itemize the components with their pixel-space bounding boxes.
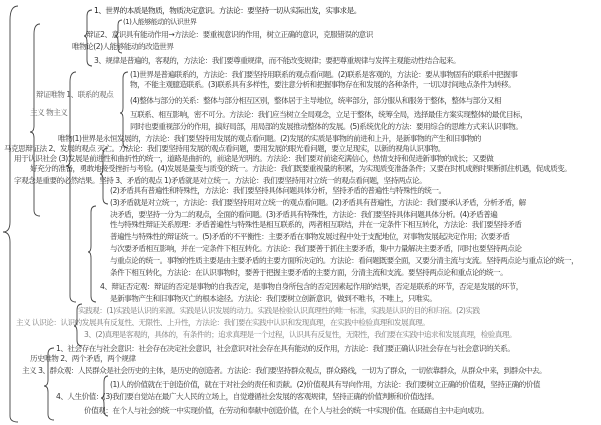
dialectical-brace	[30, 24, 40, 216]
text-line: 辩证2、意识具有能动作用→方法论：要重视意识的作用，树立正确的意识，克服错误的意识	[86, 30, 373, 39]
text-line: 普遍性与特殊性的辩证统一。(5)矛盾的不平衡性：主要矛盾在事物发展过程中处于支配地位，对事物发展起决定作用；次要矛盾	[110, 232, 510, 241]
text-line: 唯物(1)世界是永恒发展的，方法论：我们要坚持用发展的观点看问题。(2)发展的实质是事物的前进和上升，是新事物的产生和旧事物的	[58, 134, 481, 143]
text-line: (4)整体与部分的关系：整体与部分相互区别，整体居于主导地位，统率部分，部分服从和服务于整体，整体与部分又相	[130, 96, 502, 105]
text-line: (1)人能够能动的认识世界	[123, 18, 197, 26]
text-line: 互联系、相互影响，密不可分。方法论：我们应当树立全局观念，立足于整体，统筹全局，选择最佳方案实现整体的最优目标，	[130, 110, 528, 119]
contradiction-brace	[88, 206, 96, 302]
text-line: 性与特殊性辩证关系原理：矛盾普遍性与特殊性是相互联系的，两者相互联结，并在一定条件下相互转化，方法论：我们要坚持矛盾	[110, 220, 522, 229]
text-line: 物，不能主观臆造联系。(3)联系具有多样性，要注意分析和把握事物存在和发展的各种条件，一切以时间地点条件为转移。	[130, 80, 516, 89]
text-line: 历史唯物 2、两个矛盾，两个规律	[30, 354, 136, 363]
text-line: (1)世界是普遍联系的，方法论：我们要坚持用联系的观点看问题。(2)联系是客观的，方法论：要从事物固有的联系中把握事	[130, 70, 518, 79]
text-line: 马克思辩证法 2、发展的观点 灭亡。方法论：我们要坚持用发展的观点看问题，要用发展的眼光看问题，要立足现实，以新的视角认识事物。	[4, 144, 445, 153]
text-line: 3、规律是普遍的，客观的，方法论：我们要尊重规律，而不能改变规律；要把尊重规律与发挥主观能动性结合起来。	[94, 56, 461, 65]
dialectics-brace	[66, 72, 76, 302]
text-line: 用于认识社会 (3)发展是前进性和曲折性的统一，道路是曲折的，前途是光明的。方法论：我们要对前途充满信心，热情支持和促进新事物的成长；又要做	[14, 154, 494, 163]
text-line: 价值观：在个人与社会的统一中实现价值，在劳动和奉献中创造价值，在个人与社会的统一中实现价值。在砥砺自主中走向成功。	[84, 406, 489, 415]
text-line: 4、人生价值：(3)我们要自觉站在最广大人民的立场上，自觉遵循社会发展的客观规律，坚持正确的价值判断和价值选择。	[56, 392, 439, 401]
text-line: (2)矛盾具有普遍性和特殊性，方法论：我们要坚持具体问题具体分析，坚持矛盾的普遍性与特殊性的统一。	[110, 186, 446, 195]
text-line: 主义 物主义	[30, 108, 68, 117]
text-line: 唯物论(2)人能够能动的改造世界	[72, 42, 174, 51]
text-line: (1)人的价值就在于创造价值，就在于对社会的责任和贡献。(2)价值观具有导向作用，方法论：我们要树立正确的价值观，坚持正确的价值	[110, 380, 540, 389]
text-line: 辩证唯物 1、联系的观点	[36, 90, 114, 99]
text-line: 与次要矛盾相互影响，并在一定条件下相互转化。方法论：我们要善于抓住主要矛盾，集中力量解决主要矛盾，同时也要坚持两点论	[110, 244, 522, 253]
text-line: 好充分的准备，勇敢地接受挫折与考验。(4)发展是量变与质变的统一。方法论：我们既要重视量的积累，为实现质变准备条件；又要在时机成熟时果断抓住机遇，促成质变。	[30, 164, 572, 173]
text-line: 决矛盾，要坚持一分为二的观点，全面的看问题。(3)矛盾具有特殊性，方法论：我们要坚持具体问题具体分析。(4)矛盾普遍	[110, 210, 498, 219]
text-line: 实践观：(1)实践是认识的来源。实践是认识发展的动力。实践是检验认识真理性的唯一标准，实践是认识的目的和归宿。(2)实践	[78, 306, 480, 315]
text-line: 1、世界的本质是物质，物质决定意识。方法论：要坚持一切从实际出发，实事求是。	[94, 6, 361, 15]
text-line: 主义 3、群众观：人民群众是社会历史的主体，是历史的创造者。方法论：我们要坚持群众观点，群众路线，一切为了群众，一切依靠群众，从群众中来，到群众中去。	[22, 366, 547, 375]
text-line: 4、辩证否定观：辩证的否定是事物的自我否定，是事物自身所包含的否定因素起作用的结果，否定是联系的环节，否定是发展的环节，	[100, 282, 523, 291]
text-line: 同时也要重视部分的作用，搞好局部，用局部的发展推动整体的发展。(5)系统优化的方法：要用综合的思维方式来认识事物。	[130, 122, 523, 131]
text-line: 3、(2)真理是客观的，具体的，有条件的；追求真理是一个过程，认识具有反复性，无限性，我们要在实践中追求和发展真理，检验真理。	[84, 330, 517, 339]
text-line: 字观念是重要的必然结果。坚持 3、矛盾的观点 1)矛盾就是对立统一。方法论：我们要坚持用对立统一的观点看问题，坚持两点论。	[14, 176, 427, 185]
text-line: 主义 认识论：认识的发展具有反复性、无限性、上升性，方法论：我们要在实践中认识和发现真理，在实践中检验真理和发展真理。	[16, 318, 430, 327]
text-line: 是新事物产生和旧事物灭亡的根本途径。方法论：我们要树立创新意识，做到不唯书，不唯上，只唯实。	[110, 294, 437, 303]
text-line: 1、社会存在与社会意识：社会存在决定社会意识，社会意识对社会存在具有能动的反作用，方法论：我们要正确认识社会存在与社会意识的关系。	[56, 344, 515, 353]
text-line: (3)矛盾就是对立统一，方法论：我们要坚持用对立统一的观点看问题。(2)矛盾具有普遍性，方法论：我们要承认矛盾，分析矛盾，解	[110, 198, 526, 207]
main-brace	[3, 6, 18, 422]
text-line: 与重点论的统一。事物的性质主要是由主要矛盾的主要方面所决定的。方法论：看问题既要全面，又要分清主流与支流。坚持两点论与重点论的统一，	[110, 256, 579, 265]
text-line: 条件下相互转化，方法论：在认识事物时，要善于把握主要矛盾的主要方面，分清主流和支流。要坚持两点论和重点论的统一。	[110, 268, 508, 277]
